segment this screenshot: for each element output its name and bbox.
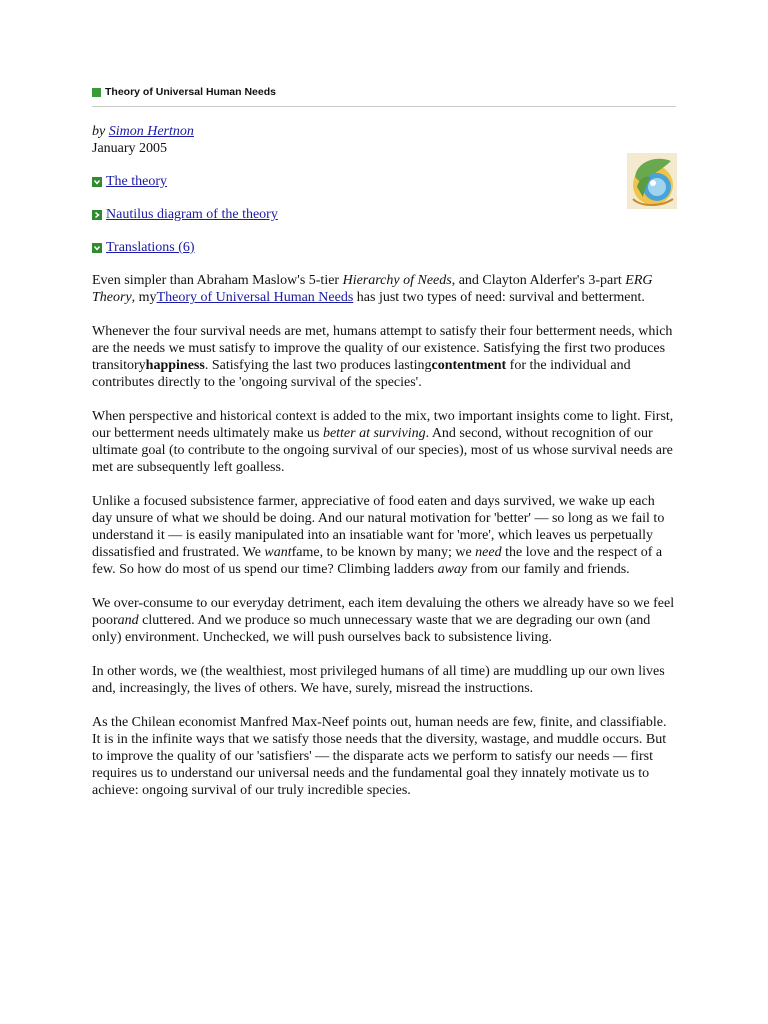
p4-text-e: the love and the respect of a few. So how do most of us spend our time? Climbing ladders bbox=[92, 545, 663, 577]
chevron-down-icon bbox=[92, 177, 102, 187]
author-link[interactable]: Simon Hertnon bbox=[108, 124, 194, 139]
article bbox=[92, 84, 676, 799]
green-square-icon bbox=[92, 88, 101, 97]
p5-text-a: We over-consume to our everyday detriment, each item devaluing the others we already have so we feel poor bbox=[92, 596, 675, 628]
theory-link[interactable]: Theory of Universal Human Needs bbox=[156, 290, 354, 305]
p1-text-f: has just two types of need: survival and betterment. bbox=[353, 290, 645, 305]
p1-text-e: , my bbox=[131, 290, 157, 305]
paragraph-1 bbox=[92, 272, 676, 306]
p1-erg-theory: ERG Theory bbox=[92, 273, 653, 305]
p1-text-c: , and Clayton Alderfer's 3-part bbox=[451, 273, 626, 288]
header-divider bbox=[92, 106, 676, 107]
toc-item-nautilus-diagram[interactable] bbox=[92, 206, 676, 223]
nautilus-diagram-thumbnail[interactable] bbox=[627, 153, 677, 209]
p3-text-a: When perspective and historical context is added to the mix, two important insights come to light. First, our betterment needs ultimately make us bbox=[92, 409, 674, 441]
p5-text-c: cluttered. And we produce so much unnecessary waste that we are degrading our own (and only) environment. Unchecked, we will push ourselves back to subsistence living. bbox=[92, 613, 651, 645]
p4-text-a: Unlike a focused subsistence farmer, appreciative of food eaten and days survived, we wake up each day unsure of what we should be doing. And our natural motivation for 'better' — so long as we fail to understand it — is easily manipulated into an insatiable want for 'more', which leaves us perpetually dissatisfied and frustrated. We bbox=[92, 494, 665, 560]
p2-text-a: Whenever the four survival needs are met, humans attempt to satisfy their four betterment needs, which are the needs we must satisfy to improve the quality of our existence. Satisfying the first two produces transitory bbox=[92, 324, 673, 373]
p2-contentment: contentment bbox=[431, 358, 507, 373]
p1-hierarchy-of-needs: Hierarchy of Needs bbox=[342, 273, 452, 288]
toc-item-translations[interactable] bbox=[92, 239, 676, 256]
paragraph-2 bbox=[92, 323, 676, 391]
p4-need: need bbox=[475, 545, 502, 560]
table-of-contents bbox=[92, 173, 676, 256]
page-title: Theory of Universal Human Needs bbox=[105, 86, 276, 98]
p5-and: and bbox=[117, 613, 139, 628]
paragraph-4 bbox=[92, 493, 676, 578]
toc-link-the-theory[interactable]: The theory bbox=[106, 174, 168, 189]
paragraph-6: In other words, we (the wealthiest, most privileged humans of all time) are muddling up our own lives and, increasingly, the lives of others. We have, surely, misread the instructions. bbox=[92, 664, 665, 696]
p2-text-e: for the individual and contributes directly to the 'ongoing survival of the species'. bbox=[92, 358, 631, 390]
publish-date: January 2005 bbox=[92, 141, 168, 156]
paragraph-5 bbox=[92, 595, 676, 646]
paragraph-7: As the Chilean economist Manfred Max-Neef points out, human needs are few, finite, and classifiable. It is in the infinite ways that we satisfy those needs that the diversity, wastage, and muddle occurs. But to improve the quality of our 'satisfiers' — the disparate acts we perform to satisfy our needs — first requires us to understand our universal needs and the fundamental goal they innately motivate us to achieve: ongoing survival of our truly incredible species. bbox=[92, 715, 667, 798]
byline bbox=[92, 123, 676, 140]
chevron-right-icon bbox=[92, 210, 102, 220]
p4-want: want bbox=[264, 545, 292, 560]
p4-text-g: from our family and friends. bbox=[467, 562, 630, 577]
chevron-down-icon bbox=[92, 243, 102, 253]
p4-away: away bbox=[437, 562, 468, 577]
p3-text-c: . And second, without recognition of our ultimate goal (to contribute to the ongoing survival of our species), most of us whose survival needs are met are subsequently left goalless. bbox=[92, 426, 673, 475]
paragraph-3 bbox=[92, 408, 676, 476]
byline-prefix: by bbox=[92, 124, 106, 139]
toc-link-nautilus-diagram[interactable]: Nautilus diagram of the theory bbox=[106, 207, 278, 222]
toc-item-the-theory[interactable] bbox=[92, 173, 676, 190]
page-header bbox=[92, 84, 676, 100]
p3-better-at-surviving: better at surviving bbox=[322, 426, 426, 441]
p2-happiness: happiness bbox=[145, 358, 205, 373]
p1-text-a: Even simpler than Abraham Maslow's 5-tier bbox=[92, 273, 343, 288]
p2-text-c: . Satisfying the last two produces lasting bbox=[204, 358, 432, 373]
toc-link-translations[interactable]: Translations (6) bbox=[106, 240, 195, 255]
p4-text-c: fame, to be known by many; we bbox=[291, 545, 476, 560]
